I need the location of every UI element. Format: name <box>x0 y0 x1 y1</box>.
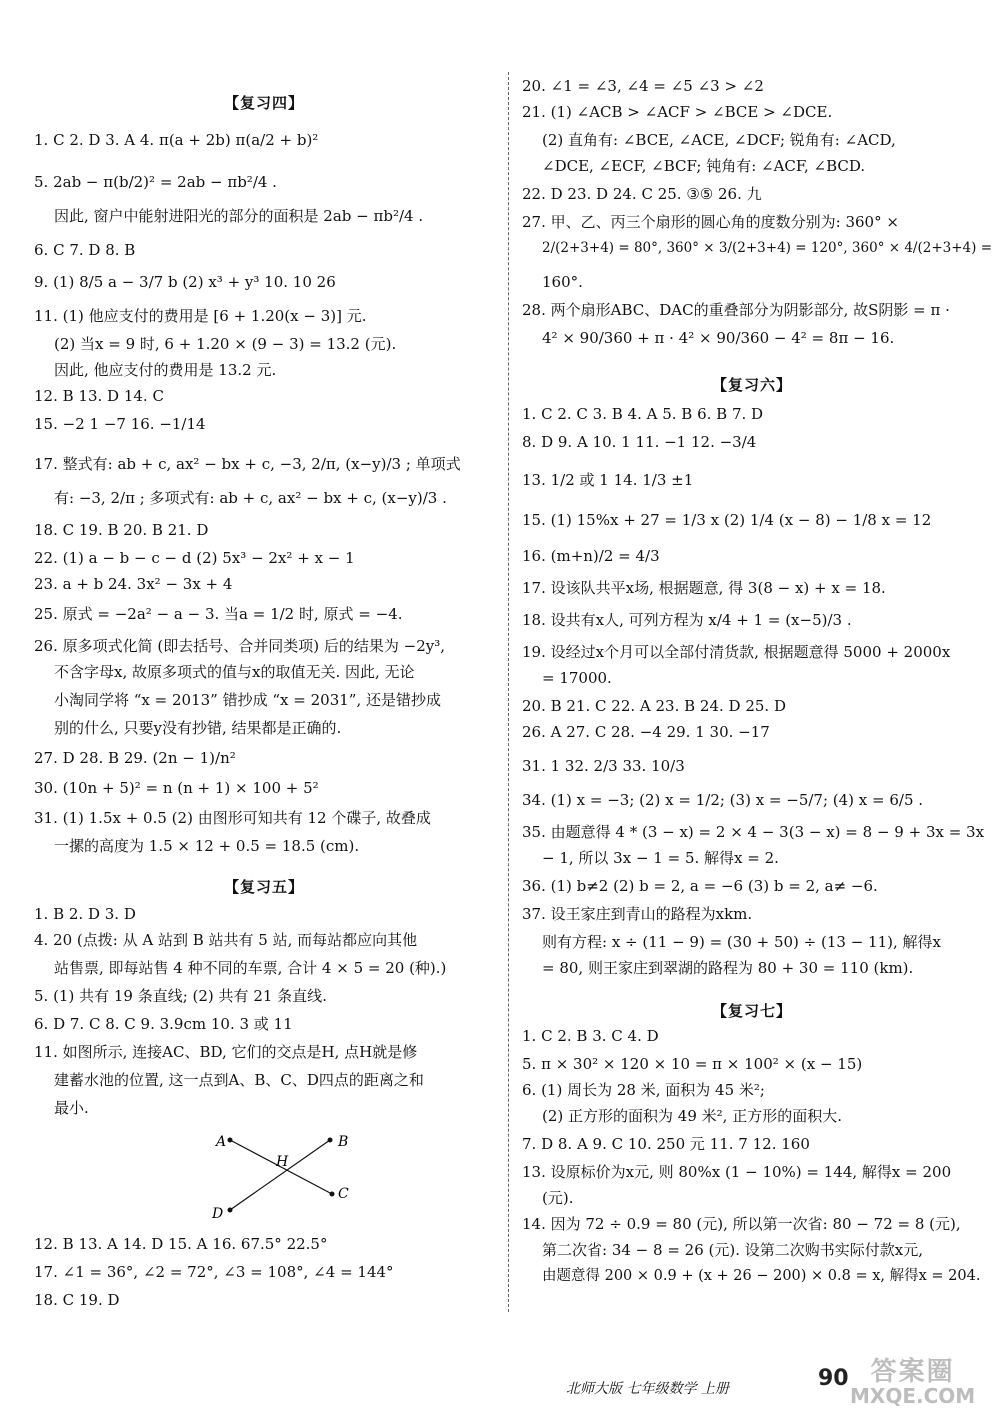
answer-line: (元). <box>542 1189 574 1207</box>
answer-line: 34. (1) x = −3; (2) x = 1/2; (3) x = −5/7; (4) x = 6/5 . <box>522 791 924 809</box>
answer-line: 17. 设该队共平x场, 根据题意, 得 3(8 − x) + x = 18. <box>522 579 886 597</box>
section-heading: 【复习六】 <box>712 376 793 394</box>
point-a-label: A <box>216 1134 227 1150</box>
answer-line: 17. 整式有: ab + c, ax² − bx + c, −3, 2/π, (x−y)/3 ; 单项式 <box>34 455 461 473</box>
answer-line: 14. 因为 72 ÷ 0.9 = 80 (元), 所以第一次省: 80 − 72 = 8 (元), <box>522 1215 961 1233</box>
answer-line: 12. B 13. D 14. C <box>34 387 164 405</box>
answer-line: 19. 设经过x个月可以全部付清货款, 根据题意得 5000 + 2000x <box>522 643 951 661</box>
answer-line: 13. 设原标价为x元, 则 80%x (1 − 10%) = 144, 解得x = 200 <box>522 1163 952 1181</box>
answer-line: 31. (1) 1.5x + 0.5 (2) 由图形可知共有 12 个碟子, 故叠成 <box>34 809 431 827</box>
answer-line: 1. C 2. B 3. C 4. D <box>522 1027 659 1045</box>
answer-line: 36. (1) b≠2 (2) b = 2, a = −6 (3) b = 2, a≠ −6. <box>522 877 878 895</box>
answer-line: 17. ∠1 = 36°, ∠2 = 72°, ∠3 = 108°, ∠4 = 144° <box>34 1263 394 1281</box>
answer-line: 26. A 27. C 28. −4 29. 1 30. −17 <box>522 723 770 741</box>
answer-line: 23. a + b 24. 3x² − 3x + 4 <box>34 575 233 593</box>
answer-line: 9. (1) 8/5 a − 3/7 b (2) x³ + y³ 10. 10 26 <box>34 273 336 291</box>
watermark <box>850 1357 976 1408</box>
watermark-top: 答案圈 <box>870 1357 955 1387</box>
point-d-label: D <box>212 1206 224 1222</box>
answer-line: 1. C 2. C 3. B 4. A 5. B 6. B 7. D <box>522 405 764 423</box>
answer-line: 15. −2 1 −7 16. −1/14 <box>34 415 206 433</box>
watermark-bottom: MXQE.COM <box>850 1384 976 1408</box>
answer-line: 由题意得 200 × 0.9 + (x + 26 − 200) × 0.8 = x, 解得x = 204. <box>542 1268 981 1284</box>
answer-line: 6. (1) 周长为 28 米, 面积为 45 米²; <box>522 1081 765 1099</box>
book-footer: 北师大版 七年级数学 上册 <box>566 1381 729 1397</box>
answer-line: 35. 由题意得 4 * (3 − x) = 2 × 4 − 3(3 − x) = 8 − 9 + 3x = 3x <box>522 823 985 841</box>
answer-line: 13. 1/2 或 1 14. 1/3 ±1 <box>522 471 694 489</box>
answer-line: 31. 1 32. 2/3 33. 10/3 <box>522 757 685 775</box>
answer-line: 7. D 8. A 9. C 10. 250 元 11. 7 12. 160 <box>522 1135 810 1153</box>
answer-line: 18. C 19. B 20. B 21. D <box>34 521 209 539</box>
answer-line: 5. 2ab − π(b/2)² = 2ab − πb²/4 . <box>34 173 277 191</box>
answer-line: (2) 直角有: ∠BCE, ∠ACE, ∠DCF; 锐角有: ∠ACD, <box>542 131 896 149</box>
answer-line: 8. D 9. A 10. 1 11. −1 12. −3/4 <box>522 433 757 451</box>
section-heading: 【复习四】 <box>224 94 305 112</box>
answer-line: 22. (1) a − b − c − d (2) 5x³ − 2x² + x − 1 <box>34 549 355 567</box>
answer-line: 5. π × 30² × 120 × 10 = π × 100² × (x − 15) <box>522 1055 863 1073</box>
section-heading: 【复习五】 <box>224 878 305 896</box>
answer-line: (2) 正方形的面积为 49 米², 正方形的面积大. <box>542 1107 842 1125</box>
answer-line: 1. B 2. D 3. D <box>34 905 136 923</box>
answer-line: 6. C 7. D 8. B <box>34 241 136 259</box>
answer-line: 站售票, 即每站售 4 种不同的车票, 合计 4 × 5 = 20 (种).) <box>54 959 447 977</box>
answer-line: 2/(2+3+4) = 80°, 360° × 3/(2+3+4) = 120°, 360° × 4/(2+3+4) = <box>542 240 993 256</box>
answer-line: 11. 如图所示, 连接AC、BD, 它们的交点是H, 点H就是修 <box>34 1043 418 1061</box>
answer-line: − 1, 所以 3x − 1 = 5. 解得x = 2. <box>542 849 779 867</box>
answer-line: 因此, 窗户中能射进阳光的部分的面积是 2ab − πb²/4 . <box>54 207 424 225</box>
answer-line: 则有方程: x ÷ (11 − 9) = (30 + 50) ÷ (13 − 11), 解得x <box>542 933 941 951</box>
answer-line: 1. C 2. D 3. A 4. π(a + 2b) π(a/2 + b)² <box>34 131 319 149</box>
answer-line: 20. B 21. C 22. A 23. B 24. D 25. D <box>522 697 786 715</box>
page-number: 90 <box>818 1366 849 1391</box>
answer-line: 不含字母x, 故原多项式的值与x的取值无关. 因此, 无论 <box>54 663 415 681</box>
answer-line: 18. C 19. D <box>34 1291 120 1309</box>
answer-line: 小淘同学将 “x = 2013” 错抄成 “x = 2031”, 还是错抄成 <box>54 691 441 709</box>
answer-line: 4² × 90/360 + π · 4² × 90/360 − 4² = 8π − 16. <box>542 329 895 347</box>
answer-line: 27. 甲、乙、丙三个扇形的圆心角的度数分别为: 360° × <box>522 213 899 231</box>
column-divider <box>508 72 509 1312</box>
answer-line: 4. 20 (点拨: 从 A 站到 B 站共有 5 站, 而每站都应向其他 <box>34 931 418 949</box>
answer-line: 有: −3, 2/π ; 多项式有: ab + c, ax² − bx + c, (x−y)/3 . <box>54 489 447 507</box>
answer-line: 37. 设王家庄到青山的路程为xkm. <box>522 905 753 923</box>
answer-line: 15. (1) 15%x + 27 = 1/3 x (2) 1/4 (x − 8) − 1/8 x = 12 <box>522 511 932 529</box>
answer-line: = 17000. <box>542 669 612 687</box>
answer-line: 20. ∠1 = ∠3, ∠4 = ∠5 ∠3 > ∠2 <box>522 77 764 95</box>
answer-line: 一摞的高度为 1.5 × 12 + 0.5 = 18.5 (cm). <box>54 837 360 855</box>
point-c-label: C <box>338 1186 349 1202</box>
answer-line: 因此, 他应支付的费用是 13.2 元. <box>54 361 277 379</box>
answer-line: 12. B 13. A 14. D 15. A 16. 67.5° 22.5° <box>34 1235 328 1253</box>
answer-line: 16. (m+n)/2 = 4/3 <box>522 547 660 565</box>
answer-line: = 80, 则王家庄到翠湖的路程为 80 + 30 = 110 (km). <box>542 959 914 977</box>
answer-line: ∠DCE, ∠ECF, ∠BCF; 钝角有: ∠ACF, ∠BCD. <box>542 157 866 175</box>
answer-line: 26. 原多项式化简 (即去括号、合并同类项) 后的结果为 −2y³, <box>34 637 446 655</box>
point-h-label: H <box>276 1154 289 1170</box>
answer-line: 6. D 7. C 8. C 9. 3.9cm 10. 3 或 11 <box>34 1015 293 1033</box>
answer-line: 25. 原式 = −2a² − a − 3. 当a = 1/2 时, 原式 = −4. <box>34 605 403 623</box>
answer-line: 11. (1) 他应支付的费用是 [6 + 1.20(x − 3)] 元. <box>34 307 367 325</box>
answer-line: 21. (1) ∠ACB > ∠ACF > ∠BCE > ∠DCE. <box>522 103 833 121</box>
answer-line: 别的什么, 只要y没有抄错, 结果都是正确的. <box>54 719 342 737</box>
answer-line: 5. (1) 共有 19 条直线; (2) 共有 21 条直线. <box>34 987 327 1005</box>
answer-line: 最小. <box>54 1099 89 1117</box>
answer-line: 第二次省: 34 − 8 = 26 (元). 设第二次购书实际付款x元, <box>542 1241 923 1259</box>
point-b-label: B <box>338 1134 349 1150</box>
answer-line: 18. 设共有x人, 可列方程为 x/4 + 1 = (x−5)/3 . <box>522 611 852 629</box>
answer-line: 160°. <box>542 273 583 291</box>
section-heading: 【复习七】 <box>712 1002 793 1020</box>
answer-line: (2) 当x = 9 时, 6 + 1.20 × (9 − 3) = 13.2 (元). <box>54 335 397 353</box>
answer-line: 30. (10n + 5)² = n (n + 1) × 100 + 5² <box>34 779 319 797</box>
answer-line: 建蓄水池的位置, 这一点到A、B、C、D四点的距离之和 <box>54 1071 424 1089</box>
answer-line: 22. D 23. D 24. C 25. ③⑤ 26. 九 <box>522 185 762 203</box>
intersection-figure <box>210 1126 360 1226</box>
answer-line: 28. 两个扇形ABC、DAC的重叠部分为阴影部分, 故S阴影 = π · <box>522 301 950 319</box>
answer-line: 27. D 28. B 29. (2n − 1)/n² <box>34 749 236 767</box>
